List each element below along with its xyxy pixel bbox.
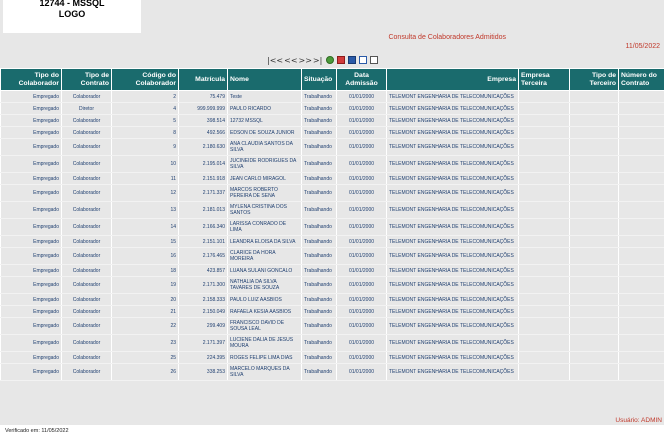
header-tipo-colaborador[interactable]: Tipo do Colaborador xyxy=(1,69,62,91)
table-row[interactable] xyxy=(1,91,664,103)
cell-empresa-terceira xyxy=(519,294,570,306)
cell-situacao: Trabalhando xyxy=(302,91,337,103)
cell-tipo-contrato: Colaborador xyxy=(62,335,112,352)
cell-situacao: Trabalhando xyxy=(302,306,337,318)
cell-tipo-colaborador: Empregado xyxy=(1,306,62,318)
cell-tipo-terceiro xyxy=(570,236,619,248)
cell-tipo-colaborador: Empregado xyxy=(1,364,62,381)
table-row[interactable] xyxy=(1,335,664,352)
cell-tipo-contrato: Colaborador xyxy=(62,294,112,306)
cell-codigo: 16 xyxy=(112,248,179,265)
cell-empresa: TELEMONT ENGENHARIA DE TELECOMUNICAÇÕES xyxy=(387,156,519,173)
table-row[interactable] xyxy=(1,156,664,173)
cell-data-admissao: 01/01/2000 xyxy=(337,202,387,219)
cell-nome: LUANA SULANI GONCALO xyxy=(228,265,302,277)
cell-codigo: 15 xyxy=(112,236,179,248)
cell-empresa: TELEMONT ENGENHARIA DE TELECOMUNICAÇÕES xyxy=(387,265,519,277)
cell-data-admissao: 01/01/2000 xyxy=(337,248,387,265)
cell-tipo-contrato: Colaborador xyxy=(62,236,112,248)
cell-tipo-contrato: Colaborador xyxy=(62,306,112,318)
cell-numero-contrato xyxy=(619,156,664,173)
cell-tipo-colaborador: Empregado xyxy=(1,277,62,294)
cell-numero-contrato xyxy=(619,91,664,103)
logo xyxy=(3,0,141,33)
cell-numero-contrato xyxy=(619,265,664,277)
cell-empresa: TELEMONT ENGENHARIA DE TELECOMUNICAÇÕES xyxy=(387,294,519,306)
cell-tipo-terceiro xyxy=(570,248,619,265)
cell-data-admissao: 01/01/2000 xyxy=(337,364,387,381)
cell-empresa-terceira xyxy=(519,306,570,318)
table-row[interactable] xyxy=(1,265,664,277)
cell-tipo-contrato: Colaborador xyxy=(62,202,112,219)
cell-tipo-colaborador: Empregado xyxy=(1,91,62,103)
next-page-button[interactable]: >> xyxy=(298,55,312,65)
cell-codigo: 20 xyxy=(112,294,179,306)
cell-empresa-terceira xyxy=(519,265,570,277)
cell-numero-contrato xyxy=(619,103,664,115)
cell-numero-contrato xyxy=(619,115,664,127)
cell-tipo-colaborador: Empregado xyxy=(1,318,62,335)
excel-export-icon[interactable] xyxy=(359,56,367,64)
cell-tipo-contrato: Colaborador xyxy=(62,277,112,294)
cell-tipo-colaborador: Empregado xyxy=(1,352,62,364)
cell-tipo-contrato: Diretor xyxy=(62,103,112,115)
cell-nome: EDSON DE SOUZA JUNIOR xyxy=(228,127,302,139)
logo-line2: LOGO xyxy=(58,9,86,19)
cell-tipo-colaborador: Empregado xyxy=(1,173,62,185)
cell-numero-contrato xyxy=(619,185,664,202)
header-tipo-contrato[interactable]: Tipo de Contrato xyxy=(62,69,112,91)
cell-matricula: 2.150.049 xyxy=(179,306,228,318)
cell-tipo-terceiro xyxy=(570,173,619,185)
cell-situacao: Trabalhando xyxy=(302,127,337,139)
cell-situacao: Trabalhando xyxy=(302,103,337,115)
cell-empresa: TELEMONT ENGENHARIA DE TELECOMUNICAÇÕES xyxy=(387,185,519,202)
cell-tipo-contrato: Colaborador xyxy=(62,156,112,173)
cell-numero-contrato xyxy=(619,352,664,364)
table-row[interactable] xyxy=(1,185,664,202)
table-body xyxy=(1,91,664,381)
cell-numero-contrato xyxy=(619,318,664,335)
cell-empresa-terceira xyxy=(519,335,570,352)
cell-codigo: 12 xyxy=(112,185,179,202)
header-numero-contrato[interactable]: Número do Contrato xyxy=(619,69,664,91)
cell-situacao: Trabalhando xyxy=(302,277,337,294)
cell-numero-contrato xyxy=(619,335,664,352)
cell-codigo: 5 xyxy=(112,115,179,127)
cell-codigo: 2 xyxy=(112,91,179,103)
cell-numero-contrato xyxy=(619,127,664,139)
table-row[interactable] xyxy=(1,127,664,139)
cell-tipo-colaborador: Empregado xyxy=(1,139,62,156)
cell-nome: CLARICE DA HORA MOREIRA xyxy=(228,248,302,265)
cell-nome: PAULO LUIZ AASBIOS xyxy=(228,294,302,306)
table-row[interactable] xyxy=(1,294,664,306)
cell-tipo-contrato: Colaborador xyxy=(62,173,112,185)
cell-situacao: Trabalhando xyxy=(302,265,337,277)
cell-empresa-terceira xyxy=(519,219,570,236)
cell-situacao: Trabalhando xyxy=(302,219,337,236)
table-row[interactable] xyxy=(1,173,664,185)
cell-tipo-terceiro xyxy=(570,91,619,103)
cell-codigo: 23 xyxy=(112,335,179,352)
cell-empresa-terceira xyxy=(519,202,570,219)
cell-matricula: 75.479 xyxy=(179,91,228,103)
cell-tipo-colaborador: Empregado xyxy=(1,265,62,277)
cell-nome: PAULO RICARDO xyxy=(228,103,302,115)
cell-situacao: Trabalhando xyxy=(302,173,337,185)
cell-matricula: 2.195.014 xyxy=(179,156,228,173)
cell-tipo-terceiro xyxy=(570,318,619,335)
cell-numero-contrato xyxy=(619,202,664,219)
report-date: 11/05/2022 xyxy=(625,43,660,50)
cell-tipo-contrato: Colaborador xyxy=(62,248,112,265)
cell-codigo: 21 xyxy=(112,306,179,318)
word-export-icon[interactable] xyxy=(348,56,356,64)
cell-codigo: 11 xyxy=(112,173,179,185)
first-page-button[interactable]: |<< xyxy=(267,55,284,65)
cell-tipo-contrato: Colaborador xyxy=(62,127,112,139)
cell-tipo-terceiro xyxy=(570,103,619,115)
cell-situacao: Trabalhando xyxy=(302,248,337,265)
cell-empresa: TELEMONT ENGENHARIA DE TELECOMUNICAÇÕES xyxy=(387,115,519,127)
cell-empresa: TELEMONT ENGENHARIA DE TELECOMUNICAÇÕES xyxy=(387,173,519,185)
cell-nome: ROGES FELIPE LIMA DIAS xyxy=(228,352,302,364)
cell-tipo-contrato: Colaborador xyxy=(62,91,112,103)
cell-codigo: 19 xyxy=(112,277,179,294)
cell-data-admissao: 01/01/2000 xyxy=(337,265,387,277)
cell-matricula: 999.999.999 xyxy=(179,103,228,115)
cell-nome: LUCIENE DALIA DE JESUS MOURA xyxy=(228,335,302,352)
cell-situacao: Trabalhando xyxy=(302,352,337,364)
cell-tipo-terceiro xyxy=(570,127,619,139)
cell-tipo-colaborador: Empregado xyxy=(1,103,62,115)
cell-empresa-terceira xyxy=(519,91,570,103)
table-row[interactable] xyxy=(1,139,664,156)
cell-codigo: 26 xyxy=(112,364,179,381)
cell-data-admissao: 01/01/2000 xyxy=(337,219,387,236)
cell-tipo-terceiro xyxy=(570,202,619,219)
cell-tipo-contrato: Colaborador xyxy=(62,318,112,335)
cell-situacao: Trabalhando xyxy=(302,294,337,306)
cell-tipo-contrato: Colaborador xyxy=(62,219,112,236)
cell-tipo-colaborador: Empregado xyxy=(1,248,62,265)
cell-situacao: Trabalhando xyxy=(302,202,337,219)
table-row[interactable] xyxy=(1,318,664,335)
table-row[interactable] xyxy=(1,202,664,219)
cell-tipo-contrato: Colaborador xyxy=(62,352,112,364)
header-situacao[interactable]: Situação xyxy=(302,69,337,91)
cell-tipo-colaborador: Empregado xyxy=(1,202,62,219)
previous-page-button[interactable]: << xyxy=(284,55,298,65)
cell-tipo-colaborador: Empregado xyxy=(1,115,62,127)
cell-empresa-terceira xyxy=(519,364,570,381)
pdf-export-icon[interactable] xyxy=(337,56,345,64)
cell-nome: JEAN CARLO MIRAGOL xyxy=(228,173,302,185)
cell-data-admissao: 01/01/2000 xyxy=(337,156,387,173)
cell-numero-contrato xyxy=(619,306,664,318)
cell-empresa: TELEMONT ENGENHARIA DE TELECOMUNICAÇÕES xyxy=(387,248,519,265)
cell-empresa-terceira xyxy=(519,248,570,265)
cell-tipo-contrato: Colaborador xyxy=(62,115,112,127)
cell-numero-contrato xyxy=(619,364,664,381)
table-row[interactable] xyxy=(1,306,664,318)
header-matricula[interactable]: Matrícula xyxy=(179,69,228,91)
cell-matricula: 2.171.300 xyxy=(179,277,228,294)
table-header-row xyxy=(1,69,664,91)
cell-data-admissao: 01/01/2000 xyxy=(337,91,387,103)
header-data-admissao[interactable]: Data Admissão xyxy=(337,69,387,91)
user-label: Usuário: ADMIN xyxy=(615,417,662,424)
logo-line1: 12744 - MSSQL xyxy=(39,0,105,8)
cell-situacao: Trabalhando xyxy=(302,364,337,381)
cell-tipo-colaborador: Empregado xyxy=(1,335,62,352)
cell-tipo-terceiro xyxy=(570,139,619,156)
cell-matricula: 224.395 xyxy=(179,352,228,364)
cell-data-admissao: 01/01/2000 xyxy=(337,352,387,364)
cell-tipo-contrato: Colaborador xyxy=(62,265,112,277)
cell-nome: MARCOS ROBERTO PEREIRA DE SENA xyxy=(228,185,302,202)
cell-tipo-terceiro xyxy=(570,352,619,364)
cell-matricula: 2.171.397 xyxy=(179,335,228,352)
cell-nome: ANA CLAUDIA SANTOS DA SILVA xyxy=(228,139,302,156)
cell-nome: LARISSA CONRADO DE LIMA xyxy=(228,219,302,236)
cell-empresa-terceira xyxy=(519,139,570,156)
cell-empresa: TELEMONT ENGENHARIA DE TELECOMUNICAÇÕES xyxy=(387,103,519,115)
cell-tipo-terceiro xyxy=(570,306,619,318)
cell-data-admissao: 01/01/2000 xyxy=(337,173,387,185)
cell-empresa: TELEMONT ENGENHARIA DE TELECOMUNICAÇÕES xyxy=(387,139,519,156)
cell-tipo-terceiro xyxy=(570,335,619,352)
cell-codigo: 10 xyxy=(112,156,179,173)
cell-tipo-contrato: Colaborador xyxy=(62,185,112,202)
cell-nome: RAFAELA KESIA AASBIOS xyxy=(228,306,302,318)
cell-empresa-terceira xyxy=(519,156,570,173)
cell-data-admissao: 01/01/2000 xyxy=(337,127,387,139)
cell-situacao: Trabalhando xyxy=(302,318,337,335)
last-page-button[interactable]: >| xyxy=(312,55,323,65)
cell-nome: FRANCISCO DAVID DE SOUSA LEAL xyxy=(228,318,302,335)
cell-matricula: 2.176.465 xyxy=(179,248,228,265)
table-row[interactable] xyxy=(1,115,664,127)
cell-matricula: 398.514 xyxy=(179,115,228,127)
header-codigo-colaborador[interactable]: Código do Colaborador xyxy=(112,69,179,91)
cell-numero-contrato xyxy=(619,248,664,265)
cell-codigo: 22 xyxy=(112,318,179,335)
cell-data-admissao: 01/01/2000 xyxy=(337,139,387,156)
cell-matricula: 2.171.337 xyxy=(179,185,228,202)
cell-data-admissao: 01/01/2000 xyxy=(337,103,387,115)
cell-codigo: 13 xyxy=(112,202,179,219)
refresh-icon[interactable] xyxy=(326,56,334,64)
cell-matricula: 2.166.340 xyxy=(179,219,228,236)
cell-matricula: 2.180.630 xyxy=(179,139,228,156)
cell-data-admissao: 01/01/2000 xyxy=(337,115,387,127)
cell-nome: JUCINEIDE RODRIGUES DA SILVA xyxy=(228,156,302,173)
cell-tipo-terceiro xyxy=(570,277,619,294)
cell-empresa: TELEMONT ENGENHARIA DE TELECOMUNICAÇÕES xyxy=(387,364,519,381)
cell-empresa: TELEMONT ENGENHARIA DE TELECOMUNICAÇÕES xyxy=(387,236,519,248)
table-row[interactable] xyxy=(1,352,664,364)
cell-empresa-terceira xyxy=(519,115,570,127)
cell-matricula: 299.409 xyxy=(179,318,228,335)
cell-empresa: TELEMONT ENGENHARIA DE TELECOMUNICAÇÕES xyxy=(387,335,519,352)
cell-tipo-colaborador: Empregado xyxy=(1,185,62,202)
cell-numero-contrato xyxy=(619,294,664,306)
cell-numero-contrato xyxy=(619,139,664,156)
header-tipo-terceiro[interactable]: Tipo de Terceiro xyxy=(570,69,619,91)
cell-codigo: 14 xyxy=(112,219,179,236)
header-empresa[interactable]: Empresa xyxy=(387,69,519,91)
cell-tipo-terceiro xyxy=(570,265,619,277)
cell-empresa-terceira xyxy=(519,236,570,248)
cell-tipo-contrato: Colaborador xyxy=(62,364,112,381)
cell-empresa-terceira xyxy=(519,127,570,139)
cell-situacao: Trabalhando xyxy=(302,115,337,127)
header-empresa-terceira[interactable]: Empresa Terceira xyxy=(519,69,570,91)
cell-empresa: TELEMONT ENGENHARIA DE TELECOMUNICAÇÕES xyxy=(387,127,519,139)
cell-matricula: 2.158.333 xyxy=(179,294,228,306)
cell-tipo-terceiro xyxy=(570,364,619,381)
cell-empresa: TELEMONT ENGENHARIA DE TELECOMUNICAÇÕES xyxy=(387,219,519,236)
collaborators-table xyxy=(0,68,664,381)
table-row[interactable] xyxy=(1,248,664,265)
cell-tipo-colaborador: Empregado xyxy=(1,156,62,173)
cell-data-admissao: 01/01/2000 xyxy=(337,335,387,352)
table-row[interactable] xyxy=(1,236,664,248)
cell-data-admissao: 01/01/2000 xyxy=(337,185,387,202)
report-title: Consulta de Colaboradores Admitidos xyxy=(388,34,506,41)
cell-empresa-terceira xyxy=(519,173,570,185)
cell-empresa: TELEMONT ENGENHARIA DE TELECOMUNICAÇÕES xyxy=(387,91,519,103)
cell-empresa-terceira xyxy=(519,318,570,335)
header-nome[interactable]: Nome xyxy=(228,69,302,91)
cell-empresa-terceira xyxy=(519,277,570,294)
cell-nome: MYLENA CRISTINA DOS SANTOS xyxy=(228,202,302,219)
cell-empresa-terceira xyxy=(519,352,570,364)
cell-situacao: Trabalhando xyxy=(302,156,337,173)
cell-tipo-colaborador: Empregado xyxy=(1,294,62,306)
cell-codigo: 8 xyxy=(112,127,179,139)
table-row[interactable] xyxy=(1,364,664,381)
verified-date: Verificado em: 11/05/2022 xyxy=(5,428,69,434)
cell-empresa-terceira xyxy=(519,185,570,202)
table-row[interactable] xyxy=(1,219,664,236)
cell-empresa: TELEMONT ENGENHARIA DE TELECOMUNICAÇÕES xyxy=(387,277,519,294)
cell-numero-contrato xyxy=(619,173,664,185)
cell-tipo-terceiro xyxy=(570,115,619,127)
cell-tipo-terceiro xyxy=(570,219,619,236)
cell-nome: Teste xyxy=(228,91,302,103)
cell-codigo: 9 xyxy=(112,139,179,156)
cell-empresa: TELEMONT ENGENHARIA DE TELECOMUNICAÇÕES xyxy=(387,352,519,364)
cell-tipo-colaborador: Empregado xyxy=(1,236,62,248)
cell-tipo-colaborador: Empregado xyxy=(1,127,62,139)
table-row[interactable] xyxy=(1,103,664,115)
cell-empresa: TELEMONT ENGENHARIA DE TELECOMUNICAÇÕES xyxy=(387,318,519,335)
cell-numero-contrato xyxy=(619,219,664,236)
cell-numero-contrato xyxy=(619,277,664,294)
cell-nome: LEANDRA ELOISA DA SILVA xyxy=(228,236,302,248)
cell-empresa: TELEMONT ENGENHARIA DE TELECOMUNICAÇÕES xyxy=(387,202,519,219)
cell-empresa-terceira xyxy=(519,103,570,115)
cell-matricula: 2.151.101 xyxy=(179,236,228,248)
cell-data-admissao: 01/01/2000 xyxy=(337,236,387,248)
cell-matricula: 423.857 xyxy=(179,265,228,277)
cell-nome: 12732 MSSQL xyxy=(228,115,302,127)
cell-situacao: Trabalhando xyxy=(302,335,337,352)
cell-situacao: Trabalhando xyxy=(302,236,337,248)
table-row[interactable] xyxy=(1,277,664,294)
cell-numero-contrato xyxy=(619,236,664,248)
cell-data-admissao: 01/01/2000 xyxy=(337,294,387,306)
cell-matricula: 492.566 xyxy=(179,127,228,139)
cell-matricula: 2.151.918 xyxy=(179,173,228,185)
cell-situacao: Trabalhando xyxy=(302,185,337,202)
pagination-toolbar xyxy=(267,55,378,65)
cell-situacao: Trabalhando xyxy=(302,139,337,156)
cell-data-admissao: 01/01/2000 xyxy=(337,306,387,318)
cell-tipo-colaborador: Empregado xyxy=(1,219,62,236)
print-icon[interactable] xyxy=(370,56,378,64)
cell-data-admissao: 01/01/2000 xyxy=(337,318,387,335)
cell-codigo: 18 xyxy=(112,265,179,277)
cell-nome: MARCELO MARQUES DA SILVA xyxy=(228,364,302,381)
cell-tipo-terceiro xyxy=(570,156,619,173)
cell-tipo-contrato: Colaborador xyxy=(62,139,112,156)
cell-nome: NATHALIA DA SILVA TAVARES DE SOUZA xyxy=(228,277,302,294)
cell-matricula: 338.253 xyxy=(179,364,228,381)
cell-codigo: 4 xyxy=(112,103,179,115)
cell-tipo-terceiro xyxy=(570,294,619,306)
cell-tipo-terceiro xyxy=(570,185,619,202)
cell-data-admissao: 01/01/2000 xyxy=(337,277,387,294)
cell-empresa: TELEMONT ENGENHARIA DE TELECOMUNICAÇÕES xyxy=(387,306,519,318)
cell-codigo: 25 xyxy=(112,352,179,364)
cell-matricula: 2.181.013 xyxy=(179,202,228,219)
